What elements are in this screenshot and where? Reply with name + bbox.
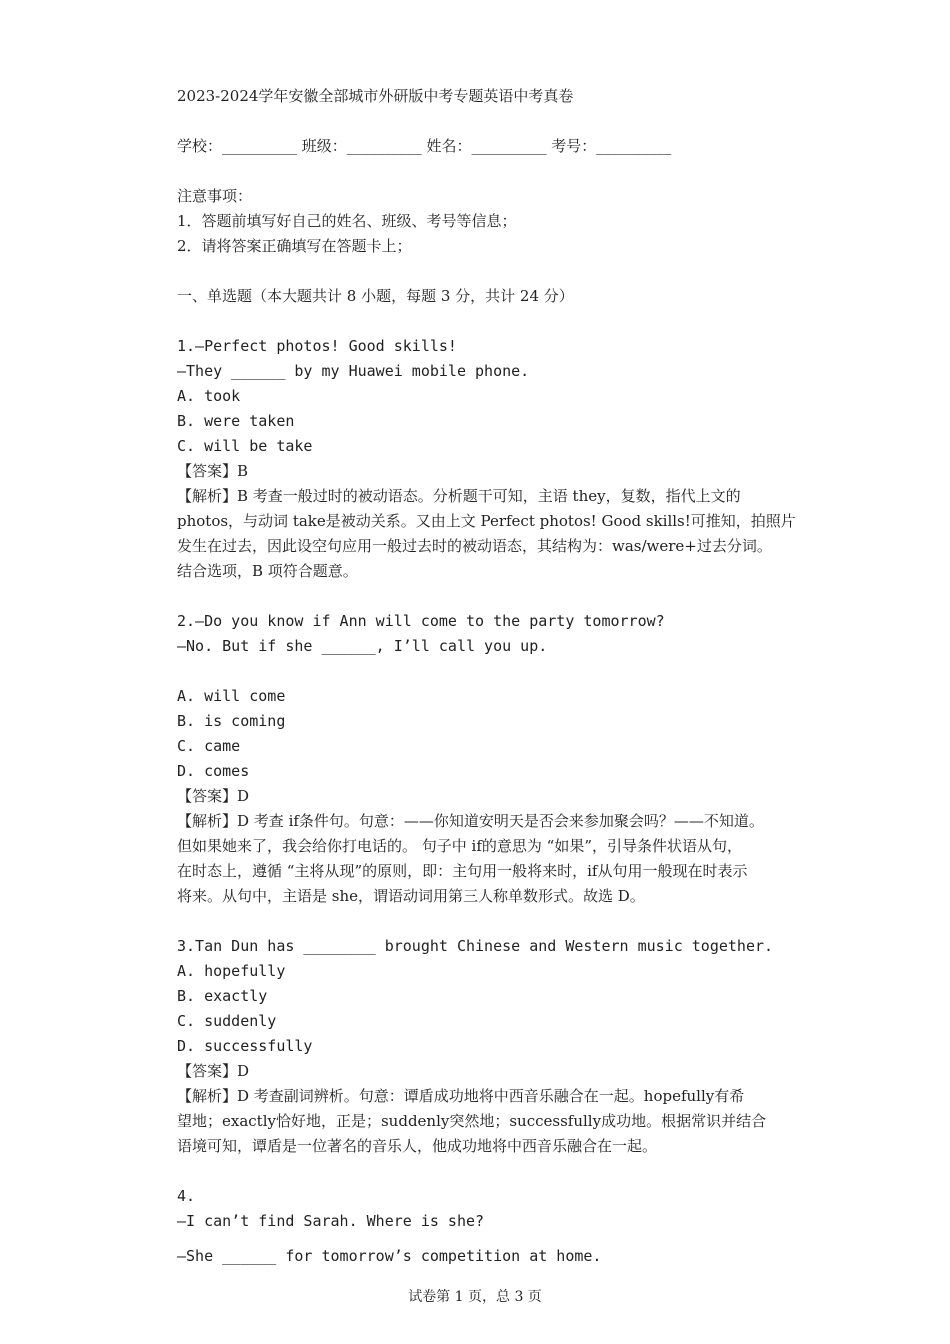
section-heading: 一、单选题（本大题共计 8 小题，每题 3 分，共计 24 分）: [177, 287, 574, 305]
option-d: D. comes: [177, 762, 250, 780]
student-info-line: 学校：__________ 班级：__________ 姓名：__________ 考号：__________: [177, 137, 672, 155]
question-number: 4.: [177, 1187, 196, 1205]
option-c: C. suddenly: [177, 1012, 277, 1030]
answer: 【答案】B: [177, 462, 249, 480]
option-b: B. exactly: [177, 987, 268, 1005]
explanation-line: 【解析】D 考查 if条件句。句意：——你知道安明天是否会来参加聚会吗？——不知道。: [177, 812, 764, 830]
option-d: D. successfully: [177, 1037, 313, 1055]
page-footer: 试卷第 1 页，总 3 页: [408, 1289, 542, 1305]
notice-block: [177, 184, 827, 259]
option-a: A. hopefully: [177, 962, 286, 980]
explanation-line: 将来。从句中，主语是 she，谓语动词用第三人称单数形式。故选 D。: [177, 887, 645, 905]
explanation-line: 发生在过去，因此设空句应用一般过去时的被动语态，其结构为：was/were+过去分词。: [177, 537, 772, 555]
explanation-line: 【解析】D 考查副词辨析。句意：谭盾成功地将中西音乐融合在一起。hopefully有希: [177, 1087, 745, 1105]
notice-item: 2．请将答案正确填写在答题卡上；: [177, 237, 412, 255]
question-stem: —They ______ by my Huawei mobile phone.: [177, 362, 530, 380]
question-stem: —No. But if she ______, I’ll call you up.: [177, 637, 548, 655]
question-1: [177, 334, 827, 584]
question-stem: 2.—Do you know if Ann will come to the party tomorrow?: [177, 612, 665, 630]
question-stem: 1.—Perfect photos! Good skills!: [177, 337, 457, 355]
exam-page: [177, 84, 827, 1269]
explanation-line: 语境可知，谭盾是一位著名的音乐人，他成功地将中西音乐融合在一起。: [177, 1137, 658, 1155]
option-a: A. took: [177, 387, 241, 405]
question-2: [177, 609, 827, 909]
explanation-line: 在时态上，遵循 “主将从现”的原则，即：主句用一般将来时，if从句用一般现在时表示: [177, 862, 748, 880]
option-b: B. were taken: [177, 412, 295, 430]
option-b: B. is coming: [177, 712, 286, 730]
explanation-line: 结合选项，B 项符合题意。: [177, 562, 358, 580]
question-4: [177, 1184, 827, 1269]
option-a: A. will come: [177, 687, 286, 705]
option-c: C. came: [177, 737, 241, 755]
question-stem: 3.Tan Dun has ________ brought Chinese and Western music together.: [177, 937, 774, 955]
question-3: [177, 934, 827, 1159]
exam-title: 2023-2024学年安徽全部城市外研版中考专题英语中考真卷: [177, 87, 574, 105]
answer: 【答案】D: [177, 1062, 250, 1080]
explanation-line: 【解析】B 考查一般过时的被动语态。分析题干可知，主语 they，复数，指代上文的: [177, 487, 741, 505]
explanation-line: 望地；exactly恰好地，正是；suddenly突然地；successfully成功地。根据常识并结合: [177, 1112, 767, 1130]
question-stem: —She ______ for tomorrow’s competition at home.: [177, 1247, 602, 1265]
explanation-line: 但如果她来了，我会给你打电话的。 句子中 if的意思为 “如果”，引导条件状语从句，: [177, 837, 742, 855]
notice-heading: 注意事项：: [177, 187, 253, 205]
answer: 【答案】D: [177, 787, 250, 805]
option-c: C. will be take: [177, 437, 313, 455]
explanation-line: photos，与动词 take是被动关系。又由上文 Perfect photos! Good skills!可推知，拍照片: [177, 512, 796, 530]
question-stem: —I can’t find Sarah. Where is she?: [177, 1212, 485, 1230]
notice-item: 1．答题前填写好自己的姓名、班级、考号等信息；: [177, 212, 517, 230]
